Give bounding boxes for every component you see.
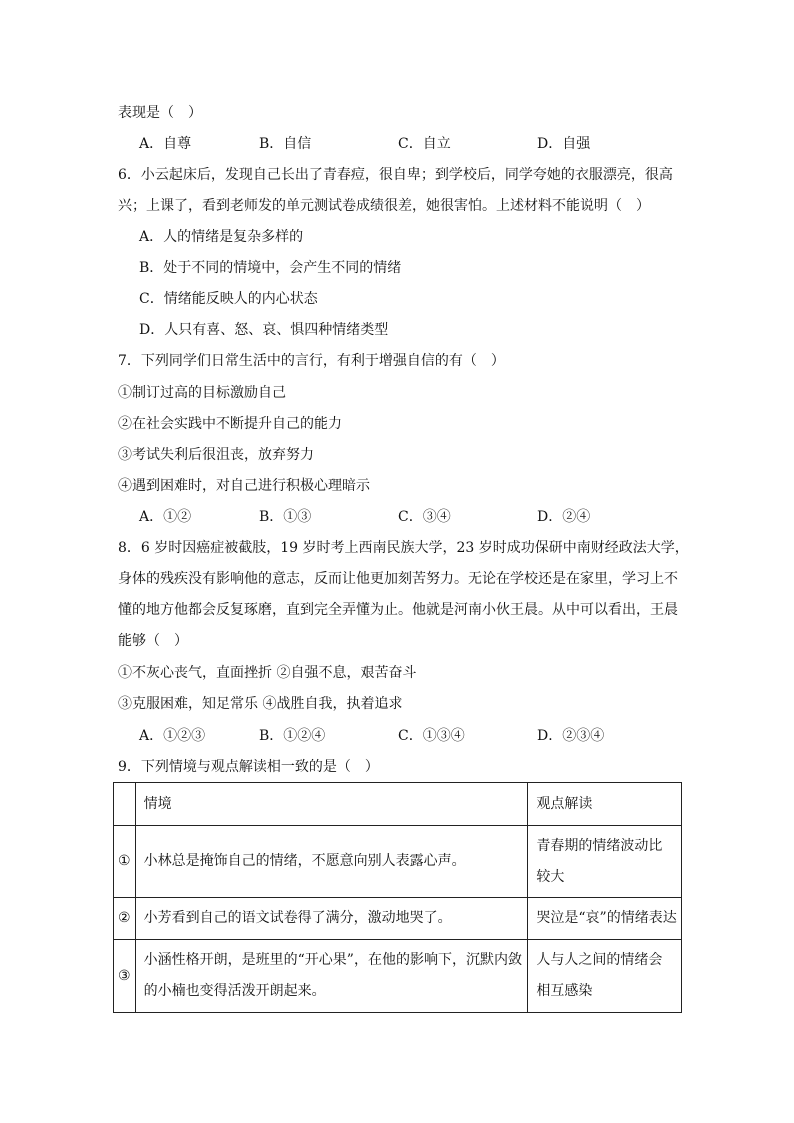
q8-stem-line-4: 能够（ ） [118,633,188,649]
q7-item-1: ①制订过高的目标激励自己 [118,385,286,401]
row-scene [135,940,528,1013]
q5-option-d: D．自强 [537,136,591,152]
q7-option-b: B．①③ [259,509,312,525]
q5-option-c: C．自立 [398,136,451,152]
q7-option-d: D．②④ [537,509,591,525]
row-scene-line: 小林总是掩饰自己的情绪，不愿意向别人表露心声。 [143,853,466,869]
q9-table [113,782,682,1013]
q8-stem-line-3: 懂的地方他都会反复琢磨，直到完全弄懂为止。他就是河南小伙王晨。从中可以看出，王晨 [118,602,678,618]
table-row [114,898,682,940]
q5-stem-tail: 表现是（ ） [118,105,202,121]
row-view-line: 相互感染 [536,983,593,999]
table-header-scene: 情境 [135,783,528,826]
table-row [114,826,682,898]
row-scene [135,826,528,898]
row-scene [135,898,528,940]
table-header-num [114,783,136,826]
q7-item-4: ④遇到困难时，对自己进行积极心理暗示 [118,478,370,494]
q7-stem: 7．下列同学们日常生活中的言行，有利于增强自信的有（ ） [118,353,505,369]
row-scene-line: 的小楠也变得活泼开朗起来。 [143,983,326,999]
q6-option-b: B．处于不同的情境中，会产生不同的情绪 [139,260,402,276]
q7-item-2: ②在社会实践中不断提升自己的能力 [118,416,342,432]
q8-stem-line-1: 8．6 岁时因癌症被截肢，19 岁时考上西南民族大学，23 岁时成功保研中南财经政法大学， [118,540,689,556]
row-scene-line: 小芳看到自己的语文试卷得了满分，激动地哭了。 [143,910,452,926]
row-number: ② [114,898,136,940]
q5-option-b: B．自信 [259,136,312,152]
row-view [528,940,682,1013]
q8-items-row-1: ①不灰心丧气，直面挫折 ②自强不息，艰苦奋斗 [118,665,417,681]
q6-option-d: D．人只有喜、怒、哀、惧四种情绪类型 [139,322,389,338]
q7-option-a: A．①② [139,509,192,525]
q6-option-c: C．情绪能反映人的内心状态 [139,291,318,307]
q7-item-3: ③考试失利后很沮丧，放弃努力 [118,447,314,463]
table-header-row [114,783,682,826]
row-number: ③ [114,940,136,1013]
q7-option-c: C．③④ [398,509,451,525]
row-view [528,826,682,898]
q8-items-row-2: ③克服困难，知足常乐 ④战胜自我，执着追求 [118,696,403,712]
q8-stem-line-2: 身体的残疾没有影响他的意志，反而让他更加刻苦努力。无论在学校还是在家里，学习上不 [118,571,678,587]
q6-stem-line-2: 兴；上课了，看到老师发的单元测试卷成绩很差，她很害怕。上述材料不能说明（ ） [118,198,650,214]
q9-stem: 9．下列情境与观点解读相一致的是（ ） [118,759,379,775]
q8-option-d: D．②③④ [537,728,605,744]
row-view-line: 较大 [536,868,565,885]
row-view-line: 哭泣是“哀”的情绪表达 [536,910,677,926]
table-row [114,940,682,1013]
row-scene-line: 小涵性格开朗，是班里的“开心果”，在他的影响下，沉默内敛 [143,952,522,968]
row-view-line: 青春期的情绪波动比 [536,837,663,854]
table-header-view: 观点解读 [528,783,682,826]
q6-stem-line-1: 6．小云起床后，发现自己长出了青春痘，很自卑；到学校后，同学夸她的衣服漂亮，很高 [118,167,673,183]
q8-option-c: C．①③④ [398,728,465,744]
q8-option-b: B．①②④ [259,728,326,744]
row-view [528,898,682,940]
row-view-line: 人与人之间的情绪会 [536,952,663,968]
q5-option-a: A．自尊 [139,136,192,152]
q6-option-a: A．人的情绪是复杂多样的 [139,229,304,245]
row-number: ① [114,826,136,898]
q8-option-a: A．①②③ [139,728,206,744]
